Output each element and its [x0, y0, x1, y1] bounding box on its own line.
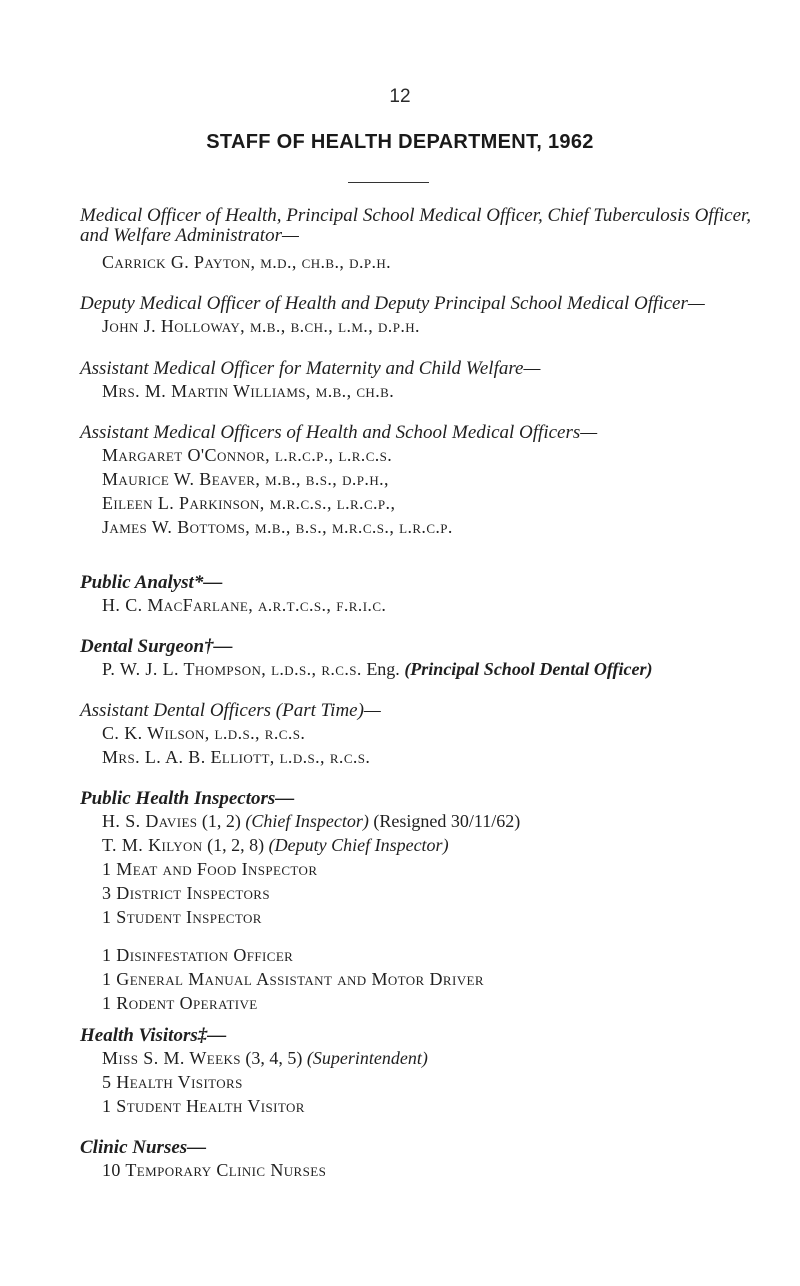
section-deputy-medical-officer	[80, 294, 780, 338]
section-heading: Health Visitors‡—	[80, 1025, 227, 1046]
staff-entry: Carrick G. Payton, m.d., ch.b., d.p.h.	[102, 252, 392, 272]
staff-entry: Margaret O'Connor, l.r.c.p., l.r.c.s.	[102, 445, 393, 465]
section-heading: Clinic Nurses—	[80, 1137, 207, 1158]
staff-name: H. S. Davies	[102, 811, 198, 831]
staff-status-note: (Resigned 30/11/62)	[368, 811, 521, 831]
staff-entry: Maurice W. Beaver, m.b., b.s., d.p.h.,	[102, 469, 389, 489]
staff-qualification-note: (3, 4, 5)	[240, 1048, 307, 1068]
staff-entry: 1 Meat and Food Inspector	[102, 859, 318, 879]
staff-entry: 10 Temporary Clinic Nurses	[102, 1160, 327, 1180]
staff-role: (Superintendent)	[306, 1048, 428, 1068]
staff-entry: Mrs. M. Martin Williams, m.b., ch.b.	[102, 381, 395, 401]
staff-entry	[80, 657, 780, 681]
section-public-health-inspectors	[80, 789, 780, 1015]
staff-entry: 1 General Manual Assistant and Motor Driver	[102, 969, 484, 989]
section-heading: Dental Surgeon†—	[80, 636, 233, 657]
staff-qualification-note: (1, 2, 8)	[202, 835, 269, 855]
staff-entry: John J. Holloway, m.b., b.ch., l.m., d.p.h.	[102, 316, 420, 336]
section-heading: Medical Officer of Health, Principal School Medical Officer, Chief Tuberculosis Officer, and Welfare Administrator—	[80, 205, 752, 246]
staff-entry: Eileen L. Parkinson, m.r.c.s., l.r.c.p.,	[102, 493, 396, 513]
staff-qualification-note: (1, 2)	[197, 811, 246, 831]
staff-qualification-note: Eng.	[361, 659, 405, 679]
section-heading: Assistant Dental Officers (Part Time)—	[80, 700, 381, 721]
section-dental-surgeon	[80, 637, 780, 681]
staff-entry: 1 Student Health Visitor	[102, 1096, 305, 1116]
staff-entry: 1 Rodent Operative	[102, 993, 258, 1013]
staff-entry: 3 District Inspectors	[102, 883, 270, 903]
title-divider	[348, 182, 429, 183]
staff-name: T. M. Kilyon	[102, 835, 203, 855]
staff-entry: James W. Bottoms, m.b., b.s., m.r.c.s., l.r.c.p.	[102, 517, 453, 537]
staff-entry	[80, 1046, 780, 1070]
staff-name: P. W. J. L. Thompson, l.d.s., r.c.s.	[102, 659, 362, 679]
staff-entry: C. K. Wilson, l.d.s., r.c.s.	[102, 723, 306, 743]
section-medical-officer	[80, 206, 780, 274]
section-assistant-maternity	[80, 359, 780, 403]
section-heading: Assistant Medical Officer for Maternity and Child Welfare—	[80, 358, 541, 379]
staff-entry	[80, 833, 780, 857]
staff-entry: 1 Disinfestation Officer	[102, 945, 294, 965]
staff-role: (Principal School Dental Officer)	[404, 659, 653, 679]
section-clinic-nurses	[80, 1138, 780, 1182]
section-assistant-medical-officers	[80, 423, 780, 539]
section-assistant-dental-officers	[80, 701, 780, 769]
section-heading: Assistant Medical Officers of Health and School Medical Officers—	[80, 422, 598, 443]
staff-entry: H. C. MacFarlane, a.r.t.c.s., f.r.i.c.	[102, 595, 387, 615]
staff-entry: Mrs. L. A. B. Elliott, l.d.s., r.c.s.	[102, 747, 371, 767]
section-public-analyst	[80, 573, 780, 617]
staff-entry: 1 Student Inspector	[102, 907, 262, 927]
section-heading: Deputy Medical Officer of Health and Deputy Principal School Medical Officer—	[80, 293, 705, 314]
staff-role: (Chief Inspector)	[245, 811, 369, 831]
page-title: STAFF OF HEALTH DEPARTMENT, 1962	[206, 131, 594, 153]
staff-entry: 5 Health Visitors	[102, 1072, 243, 1092]
section-heading: Public Analyst*—	[80, 572, 223, 593]
staff-entry	[80, 809, 780, 833]
staff-role: (Deputy Chief Inspector)	[268, 835, 449, 855]
section-health-visitors	[80, 1026, 780, 1118]
section-heading: Public Health Inspectors—	[80, 788, 295, 809]
staff-name: Miss S. M. Weeks	[102, 1048, 241, 1068]
page-number: 12	[389, 86, 411, 107]
